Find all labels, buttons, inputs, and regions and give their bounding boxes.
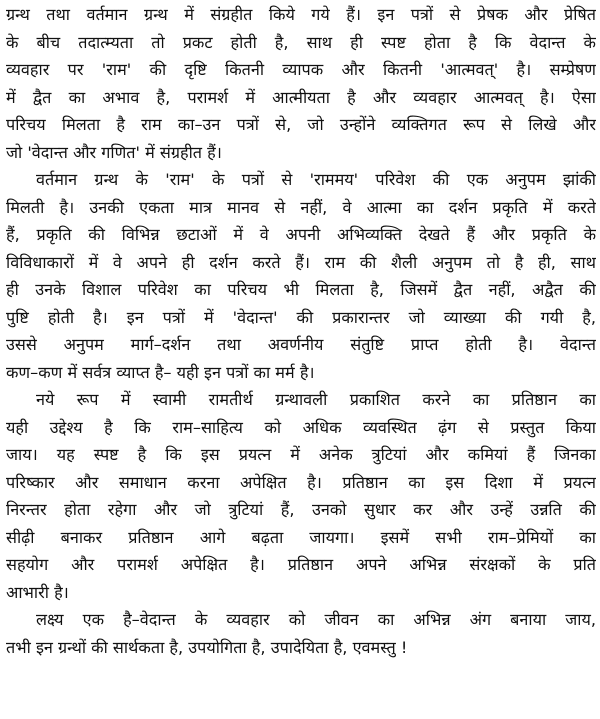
text-line: परिचय मिलता है राम का–उन पत्रों से, जो उन्होंने व्यक्तिगत रूप से लिखे और [6, 115, 596, 134]
text-line: उससे अनुपम मार्ग–दर्शन तथा अवर्णनीय संतुष्टि प्राप्त होती है। वेदान्त [6, 335, 596, 354]
text-line: जाय। यह स्पष्ट है कि इस प्रयत्न में अनेक त्रुटियां और कमियां हैं जिनका [6, 445, 596, 464]
text-line: विविधाकारों में वे अपने ही दर्शन करते हैं। राम की शैली अनुपम तो है ही, साथ [6, 252, 596, 272]
text-line: के बीच तदात्म्यता तो प्रकट होती है, साथ ही स्पष्ट होता है कि वेदान्त के [6, 32, 596, 52]
paragraph-4 [6, 606, 596, 661]
text-line: सहयोग और परामर्श अपेक्षित है। प्रतिष्ठान अपने अभिन्न संरक्षकों के प्रति [6, 555, 596, 574]
text-line: सीढ़ी बनाकर प्रतिष्ठान आगे बढ़ता जायगा। इसमें सभी राम–प्रेमियों का [6, 527, 596, 547]
text-line: ही उनके विशाल परिवेश का परिचय भी मिलता है, जिसमें द्वैत नहीं, अद्वैत की [6, 280, 596, 299]
text-line: ग्रन्थ तथा वर्तमान ग्रन्थ में संग्रहीत किये गये हैं। इन पत्रों से प्रेषक और प्रेषित [6, 5, 596, 24]
text-line: व्यवहार पर 'राम' की दृष्टि कितनी व्यापक और कितनी 'आत्मवत्' है। सम्प्रेषण [6, 60, 596, 79]
text-line: यही उद्देश्य है कि राम–साहित्य को अधिक व्यवस्थित ढ़ंग से प्रस्तुत किया [6, 417, 596, 437]
text-line: नये रूप में स्वामी रामतीर्थ ग्रन्थावली प्रकाशित करने का प्रतिष्ठान का [36, 390, 596, 409]
text-line: लक्ष्य एक है–वेदान्त के व्यवहार को जीवन का अभिन्न अंग बनाया जाय, [36, 610, 596, 629]
text-line: आभारी है। [6, 582, 69, 602]
text-line: में द्वैत का अभाव है, परामर्श में आत्मीयता है और व्यवहार आत्मवत् है। ऐसा [6, 87, 596, 107]
paragraph-2 [6, 166, 596, 386]
text-line: हैं, प्रकृति की विभिन्न छटाओं में वे अपनी अभिव्यक्ति देखते हैं और प्रकृति के [6, 225, 596, 244]
text-line: कण–कण में सर्वत्र व्याप्त है– यही इन पत्रों का मर्म है। [6, 362, 315, 382]
text-line: वर्तमान ग्रन्थ के 'राम' के पत्रों से 'राममय' परिवेश की एक अनुपम झांकी [36, 170, 596, 189]
paragraph-3 [6, 386, 596, 606]
text-line: तभी इन ग्रन्थों की सार्थकता है, उपयोगिता है, उपादेयिता है, एवमस्तु ! [6, 637, 408, 657]
text-line: निरन्तर होता रहेगा और जो त्रुटियां हैं, उनको सुधार कर और उन्हें उन्नति की [6, 500, 596, 519]
text-line: परिष्कार और समाधान करना अपेक्षित है। प्रतिष्ठान का इस दिशा में प्रयत्न [6, 472, 596, 492]
text-line: जो 'वेदान्त और गणित' में संग्रहीत हैं। [6, 142, 222, 162]
text-line: मिलती है। उनकी एकता मात्र मानव से नहीं, वे आत्मा का दर्शन प्रकृति में करते [6, 197, 596, 217]
text-line: पुष्टि होती है। इन पत्रों में 'वेदान्त' की प्रकारान्तर जो व्याख्या की गयी है, [6, 307, 596, 327]
paragraph-1 [6, 1, 596, 166]
